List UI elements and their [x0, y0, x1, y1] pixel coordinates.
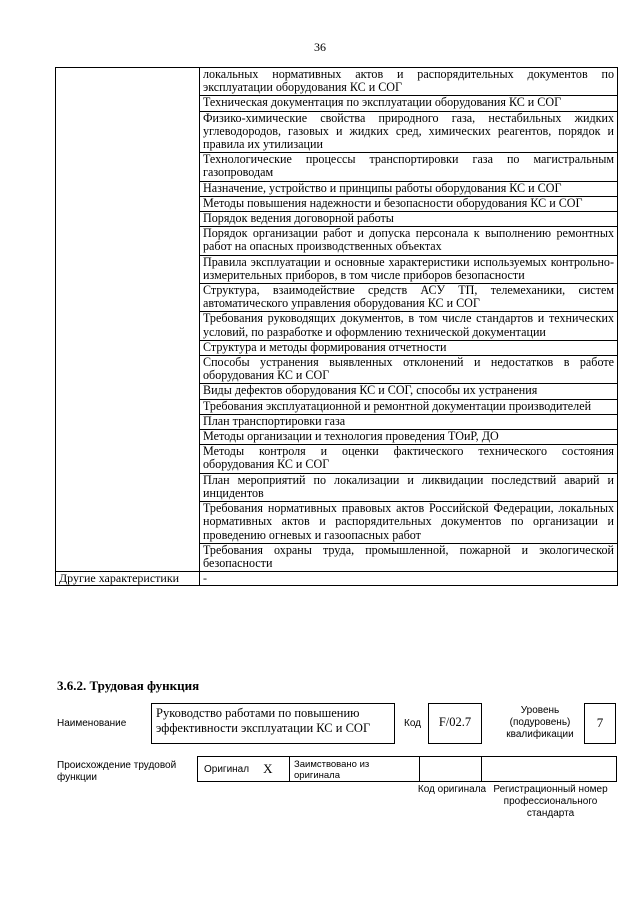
knowledge-item: Виды дефектов оборудования КС и СОГ, способы их устранения [200, 384, 618, 399]
knowledge-item: Требования нормативных правовых актов Российской Федерации, локальных нормативных актов и распорядительных документов по организации и проведению огневых и газоопасных работ [200, 502, 618, 544]
knowledge-item: Структура, взаимодействие средств АСУ ТП, телемеханики, систем автоматического управления оборудования КС и СОГ [200, 284, 618, 312]
function-code-box: F/02.7 [428, 703, 482, 744]
knowledge-item: Физико-химические свойства природного газа, нестабильных жидких углеводородов, газовых и жидких сред, химических реагентов, порядок и правила их утилизации [200, 111, 618, 153]
knowledge-item: Структура и методы формирования отчетности [200, 340, 618, 355]
knowledge-item: Назначение, устройство и принципы работы оборудования КС и СОГ [200, 181, 618, 196]
knowledge-item: Требования охраны труда, промышленной, пожарной и экологической безопасности [200, 543, 618, 571]
code-caption: Код оригинала [417, 784, 487, 795]
reg-number-cell [482, 757, 616, 781]
function-level-box: 7 [584, 703, 616, 744]
knowledge-item: План мероприятий по локализации и ликвидации последствий аварий и инцидентов [200, 473, 618, 501]
origin-label: Происхождение трудовой функции [57, 760, 177, 783]
other-characteristics-value: - [200, 572, 618, 586]
knowledge-item: Методы контроля и оценки фактического технического состояния оборудования КС и СОГ [200, 445, 618, 473]
page-number: 36 [314, 40, 326, 54]
section-title: 3.6.2. Трудовая функция [57, 678, 200, 693]
borrowed-label: Заимствовано из оригинала [294, 759, 370, 781]
other-characteristics-row [56, 572, 618, 586]
knowledge-item: Требования руководящих документов, в том числе стандартов и технических условий, по разработке и оформлению технической документации [200, 312, 618, 340]
knowledge-item: План транспортировки газа [200, 414, 618, 429]
function-name-box: Руководство работами по повышению эффективности эксплуатации КС и СОГ [151, 703, 395, 744]
knowledge-table [55, 67, 618, 586]
original-cell [198, 757, 290, 781]
knowledge-item: Методы повышения надежности и безопасности оборудования КС и СОГ [200, 196, 618, 211]
other-characteristics-label: Другие характеристики [56, 572, 200, 586]
code-label: Код [404, 718, 422, 729]
knowledge-item: Порядок организации работ и допуска персонала к выполнению ремонтных работ на опасных производственных объектах [200, 227, 618, 255]
knowledge-item: Правила эксплуатации и основные характеристики используемых контрольно-измерительных приборов, в том числе приборов безопасности [200, 255, 618, 283]
knowledge-item: Технологические процессы транспортировки газа по магистральным газопроводам [200, 153, 618, 181]
level-label: Уровень (подуровень) квалификации [506, 705, 574, 740]
knowledge-item: локальных нормативных актов и распорядительных документов по эксплуатации оборудования КС и СОГ [200, 68, 618, 96]
knowledge-item: Методы организации и технология проведения ТОиР, ДО [200, 430, 618, 445]
original-label: Оригинал [204, 763, 250, 775]
origin-row [197, 756, 617, 782]
knowledge-item: Техническая документация по эксплуатации оборудования КС и СОГ [200, 96, 618, 111]
knowledge-item: Требования эксплуатационной и ремонтной документации производителей [200, 399, 618, 414]
knowledge-item: Способы устранения выявленных отклонений и недостатков в работе оборудования КС и СОГ [200, 356, 618, 384]
borrowed-cell [290, 757, 420, 781]
origin-code-cell [420, 757, 482, 781]
knowledge-row [56, 68, 618, 96]
knowledge-item: Порядок ведения договорной работы [200, 212, 618, 227]
knowledge-label-cell [56, 68, 200, 572]
original-mark: X [263, 761, 273, 776]
reg-caption: Регистрационный номер профессионального стандарта [493, 784, 608, 819]
name-label: Наименование [57, 718, 127, 729]
